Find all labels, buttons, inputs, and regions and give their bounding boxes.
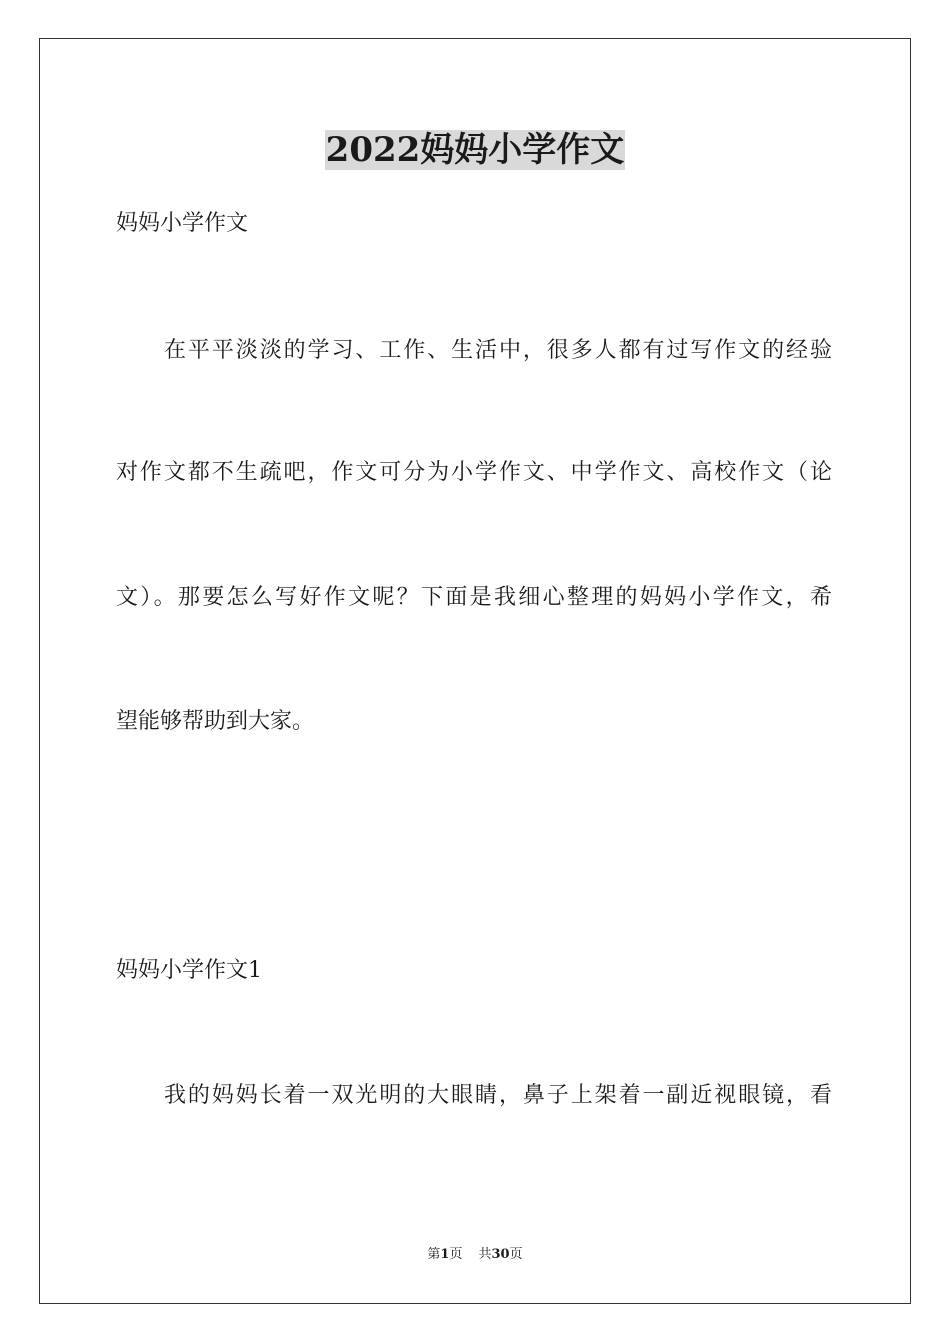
- section-heading: 妈妈小学作文1: [116, 958, 262, 983]
- intro-line-4: 望能够帮助到大家。: [116, 709, 315, 734]
- section-line-1: 我的妈妈长着一双光明的大眼睛，鼻子上架着一副近视眼镜，看: [164, 1083, 832, 1108]
- document-title: [0, 128, 950, 172]
- document-title-text: 2022妈妈小学作文: [325, 130, 625, 170]
- footer-page-suffix: 页: [449, 1247, 463, 1262]
- intro-line-1: 在平平淡淡的学习、工作、生活中，很多人都有过写作文的经验: [164, 338, 832, 363]
- intro-line-3: 文）。那要怎么写好作文呢？下面是我细心整理的妈妈小学作文，希: [116, 585, 832, 610]
- footer-total-suffix: 页: [509, 1247, 523, 1262]
- footer-page-number: 1: [440, 1247, 450, 1262]
- document-subtitle: 妈妈小学作文: [116, 211, 249, 236]
- footer-total-pages: 30: [491, 1247, 510, 1262]
- intro-line-2: 对作文都不生疏吧，作文可分为小学作文、中学作文、高校作文（论: [116, 460, 832, 485]
- footer-page-prefix: 第: [427, 1247, 441, 1262]
- footer-total-prefix: 共: [478, 1247, 492, 1262]
- page-footer: [0, 1246, 950, 1264]
